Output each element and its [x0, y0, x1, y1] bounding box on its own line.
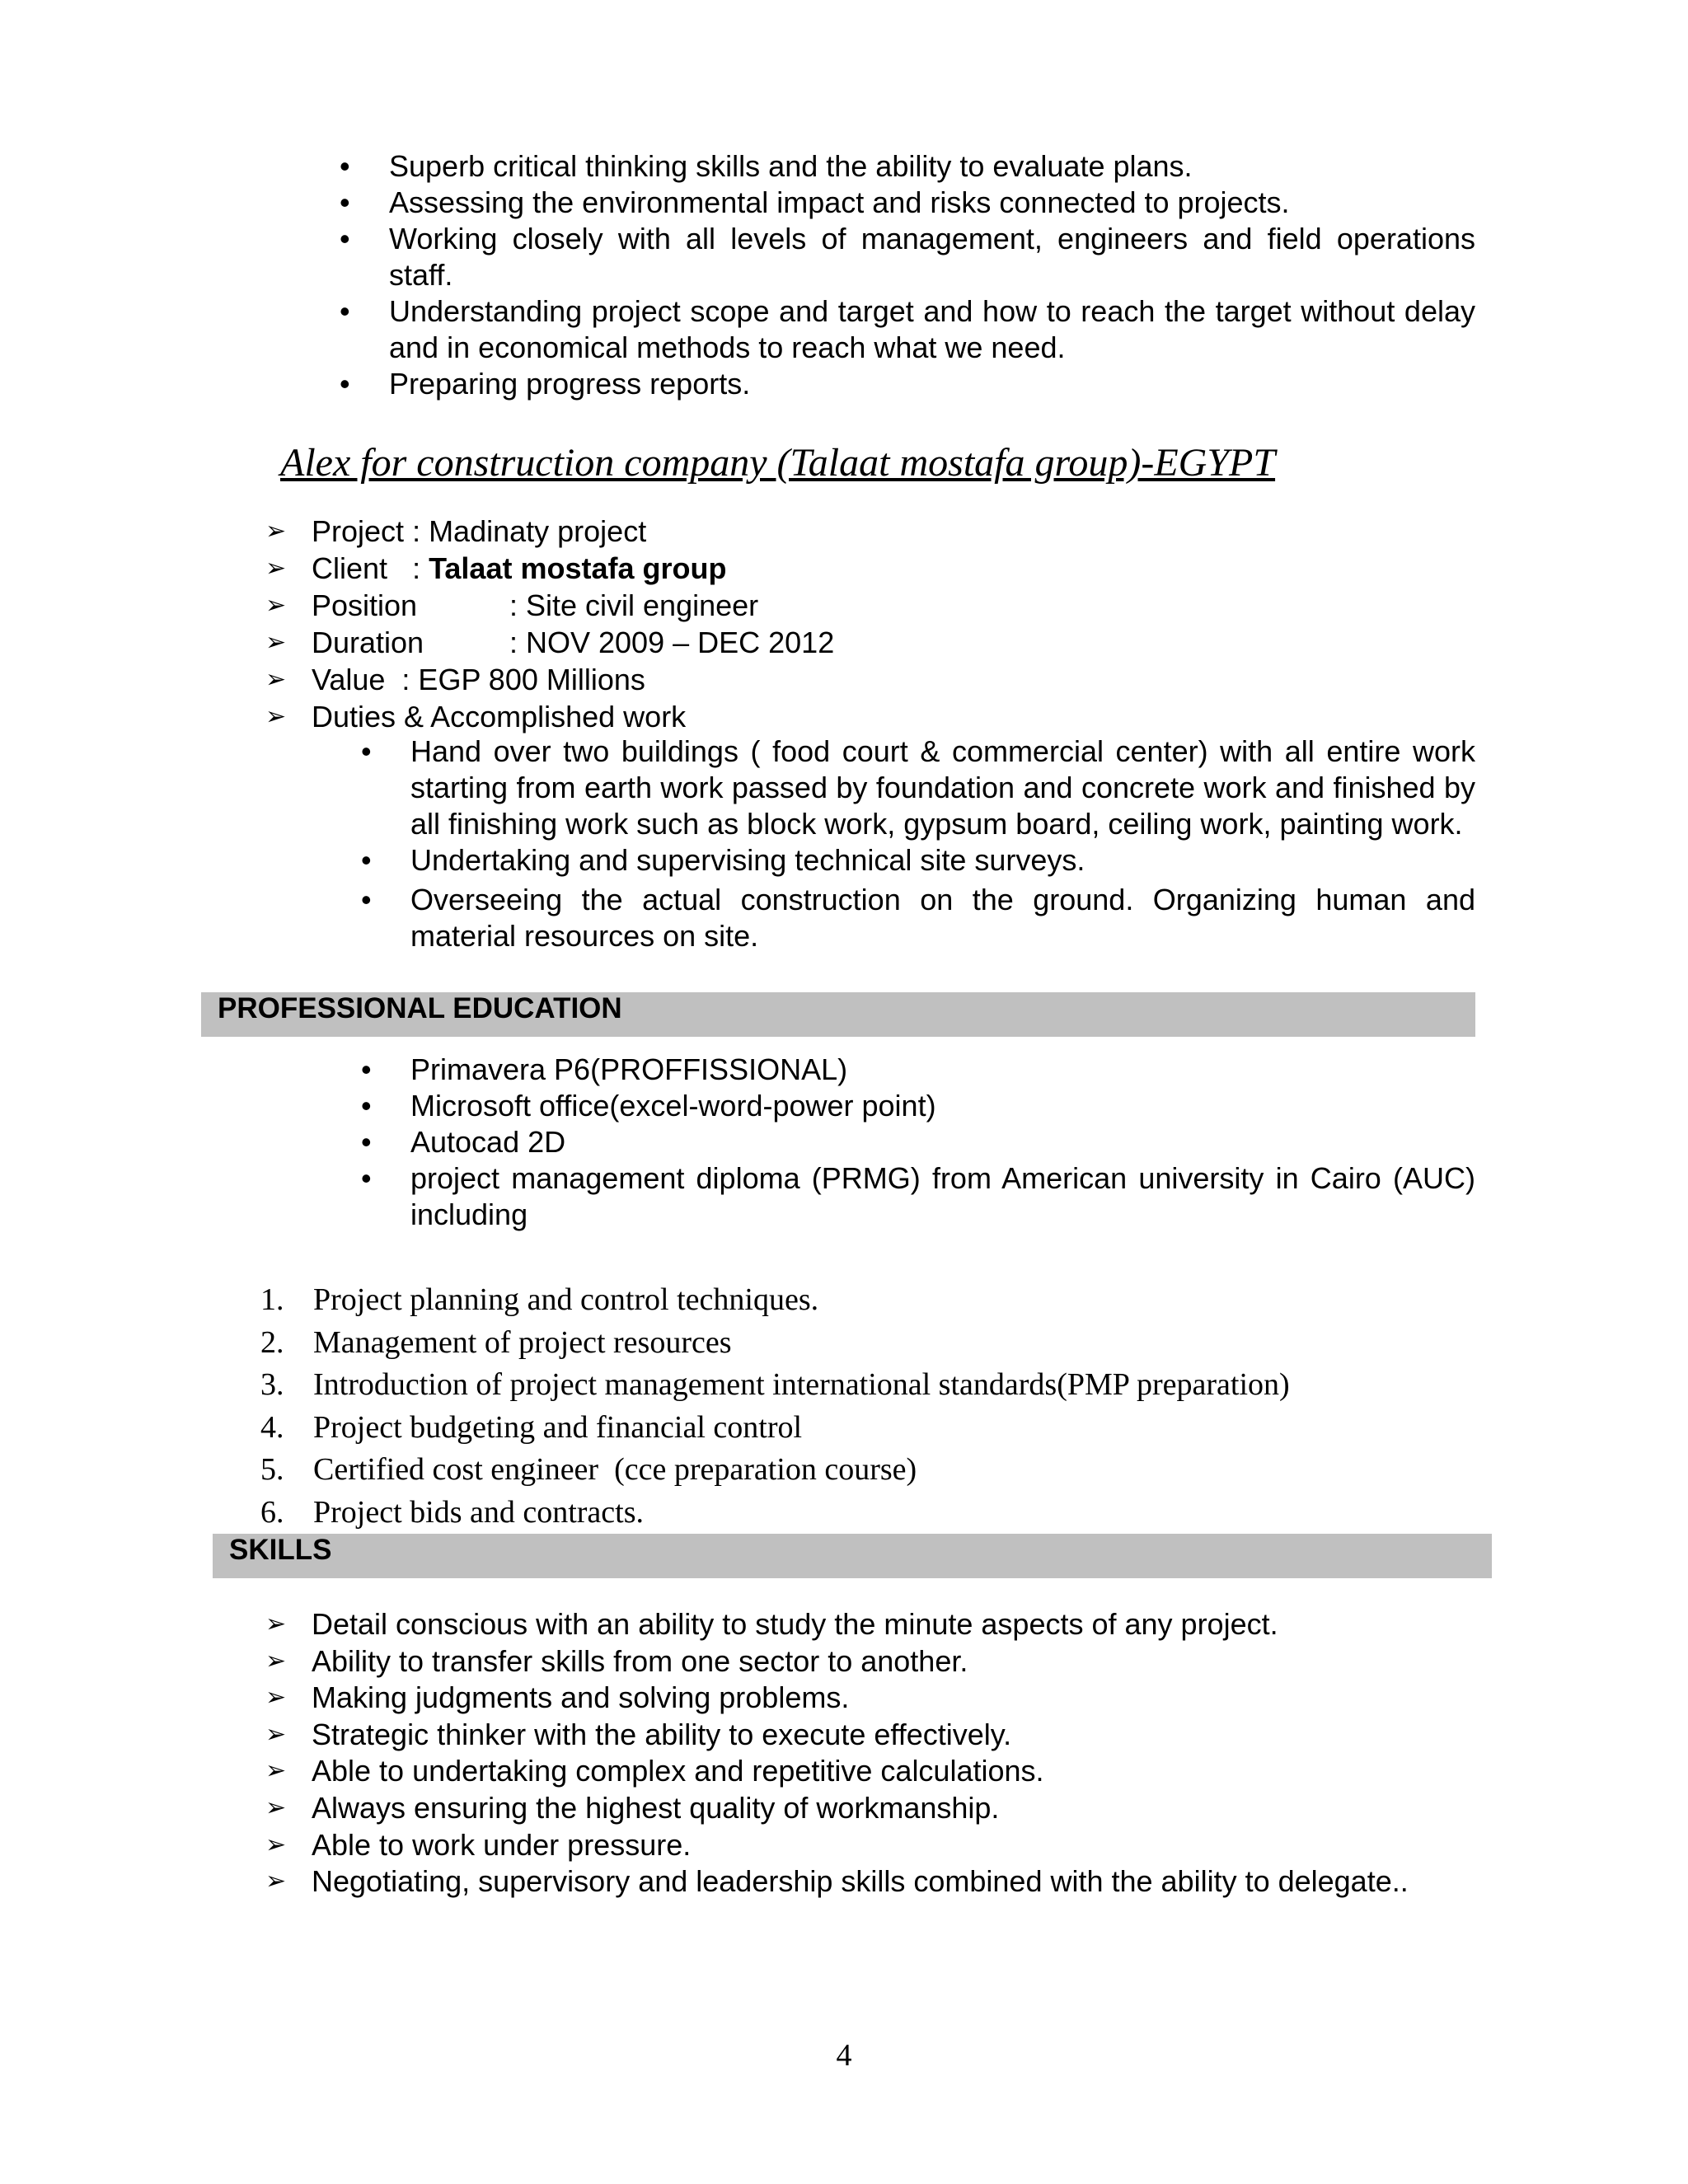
section-header-skills: SKILLS: [213, 1534, 1492, 1578]
list-number: 6.: [260, 1494, 284, 1530]
bullet-icon: •: [361, 1052, 372, 1086]
arrow-bullet-icon: ➢: [265, 1720, 287, 1748]
duration-row: [265, 624, 1477, 661]
arrow-bullet-icon: ➢: [265, 629, 287, 656]
list-item: ➢ Able to work under pressure.: [265, 1827, 1485, 1864]
skills-list: [265, 1606, 1485, 1900]
education-list: [361, 1052, 1475, 1233]
list-item: • Autocad 2D: [361, 1125, 566, 1159]
bullet-icon: •: [340, 185, 350, 219]
course-item: 6. Project bids and contracts.: [260, 1492, 1497, 1535]
list-item: • Superb critical thinking skills and the ability to evaluate plans.: [340, 149, 1193, 183]
list-item: • Primavera P6(PROFFISSIONAL): [361, 1052, 848, 1086]
duration-value: : NOV 2009 – DEC 2012: [509, 626, 835, 659]
course-item: 5. Certified cost engineer (cce preparation course): [260, 1449, 1497, 1492]
arrow-bullet-icon: ➢: [265, 592, 287, 619]
position-row: [265, 587, 1477, 624]
arrow-bullet-icon: ➢: [265, 666, 287, 693]
list-item: ➢ Making judgments and solving problems.: [265, 1680, 1485, 1717]
arrow-bullet-icon: ➢: [265, 555, 287, 582]
project-label: Project: [312, 514, 405, 548]
client-label: Client: [312, 551, 388, 585]
list-item: ➢ Strategic thinker with the ability to execute effectively.: [265, 1717, 1485, 1754]
page-number: 4: [836, 2038, 852, 2073]
value-value: : EGP 800 Millions: [401, 663, 645, 696]
arrow-bullet-icon: ➢: [265, 518, 287, 545]
project-value: : Madinaty project: [412, 514, 647, 548]
list-number: 5.: [260, 1452, 284, 1488]
project-details-list: [265, 513, 1477, 735]
section-header-education: PROFESSIONAL EDUCATION: [201, 992, 1475, 1037]
list-number: 3.: [260, 1367, 284, 1403]
bullet-icon: •: [361, 734, 372, 768]
arrow-bullet-icon: ➢: [265, 1830, 287, 1858]
arrow-bullet-icon: ➢: [265, 1684, 287, 1712]
bullet-icon: •: [340, 222, 350, 255]
course-item: 2. Management of project resources: [260, 1322, 1497, 1365]
company-heading: Alex for construction company (Talaat mostafa group)-EGYPT: [280, 441, 1276, 485]
arrow-bullet-icon: ➢: [265, 1868, 287, 1896]
courses-list: [260, 1279, 1497, 1535]
client-value: Talaat mostafa group: [429, 551, 727, 585]
list-item: • Understanding project scope and target and how to reach the target without delay and in economical methods to reach what we need.: [340, 294, 1475, 364]
responsibilities-list: [340, 148, 1475, 402]
list-item: • Assessing the environmental impact and risks connected to projects.: [340, 185, 1290, 219]
list-item: ➢ Always ensuring the highest quality of workmanship.: [265, 1790, 1485, 1827]
value-label: Value: [312, 663, 386, 696]
course-item: 4. Project budgeting and financial control: [260, 1407, 1497, 1450]
bullet-icon: •: [361, 1089, 372, 1122]
position-value: : Site civil engineer: [509, 588, 759, 622]
project-row: [265, 513, 1477, 550]
list-item: • Overseeing the actual construction on the ground. Organizing human and material resources on site.: [361, 883, 1475, 953]
bullet-icon: •: [361, 1161, 372, 1195]
list-item: • Undertaking and supervising technical site surveys.: [361, 843, 1085, 877]
duties-list: [361, 733, 1475, 954]
bullet-icon: •: [361, 1125, 372, 1159]
duties-label: Duties & Accomplished work: [312, 700, 687, 733]
position-label: Position: [312, 588, 418, 622]
list-number: 4.: [260, 1409, 284, 1445]
list-item-continuation: staff.: [389, 258, 453, 292]
arrow-bullet-icon: ➢: [265, 1793, 287, 1821]
bullet-icon: •: [361, 883, 372, 916]
list-item: ➢ Ability to transfer skills from one sector to another.: [265, 1643, 1485, 1680]
list-item: • Working closely with all levels of management, engineers and field operations: [340, 222, 1475, 255]
list-number: 2.: [260, 1324, 284, 1360]
bullet-icon: •: [361, 843, 372, 877]
list-item: ➢ Detail conscious with an ability to study the minute aspects of any project.: [265, 1606, 1485, 1643]
client-row: [265, 550, 1477, 587]
course-item: 1. Project planning and control techniques.: [260, 1279, 1497, 1322]
list-item: • Hand over two buildings ( food court & commercial center) with all entire work starting from earth work passed by foundation and concrete work and finished by all finishing work such as block work, gypsum board, ceiling work, painting work.: [361, 734, 1475, 841]
duration-label: Duration: [312, 626, 424, 659]
list-item: • project management diploma (PRMG) from American university in Cairo (AUC) including: [361, 1161, 1475, 1231]
duties-row: [265, 698, 1477, 735]
list-number: 1.: [260, 1282, 284, 1317]
arrow-bullet-icon: ➢: [265, 1647, 287, 1675]
client-separator: :: [412, 551, 421, 585]
value-row: [265, 661, 1477, 698]
course-item: 3. Introduction of project management international standards(PMP preparation): [260, 1364, 1497, 1407]
arrow-bullet-icon: ➢: [265, 703, 287, 730]
list-item: ➢ Negotiating, supervisory and leadership skills combined with the ability to delegate..: [265, 1863, 1485, 1900]
list-item: • Microsoft office(excel-word-power point): [361, 1089, 936, 1122]
bullet-icon: •: [340, 294, 350, 328]
bullet-icon: •: [340, 367, 350, 401]
arrow-bullet-icon: ➢: [265, 1610, 287, 1638]
list-item: • Preparing progress reports.: [340, 367, 751, 401]
list-item: ➢ Able to undertaking complex and repetitive calculations.: [265, 1753, 1485, 1790]
arrow-bullet-icon: ➢: [265, 1757, 287, 1785]
bullet-icon: •: [340, 149, 350, 183]
